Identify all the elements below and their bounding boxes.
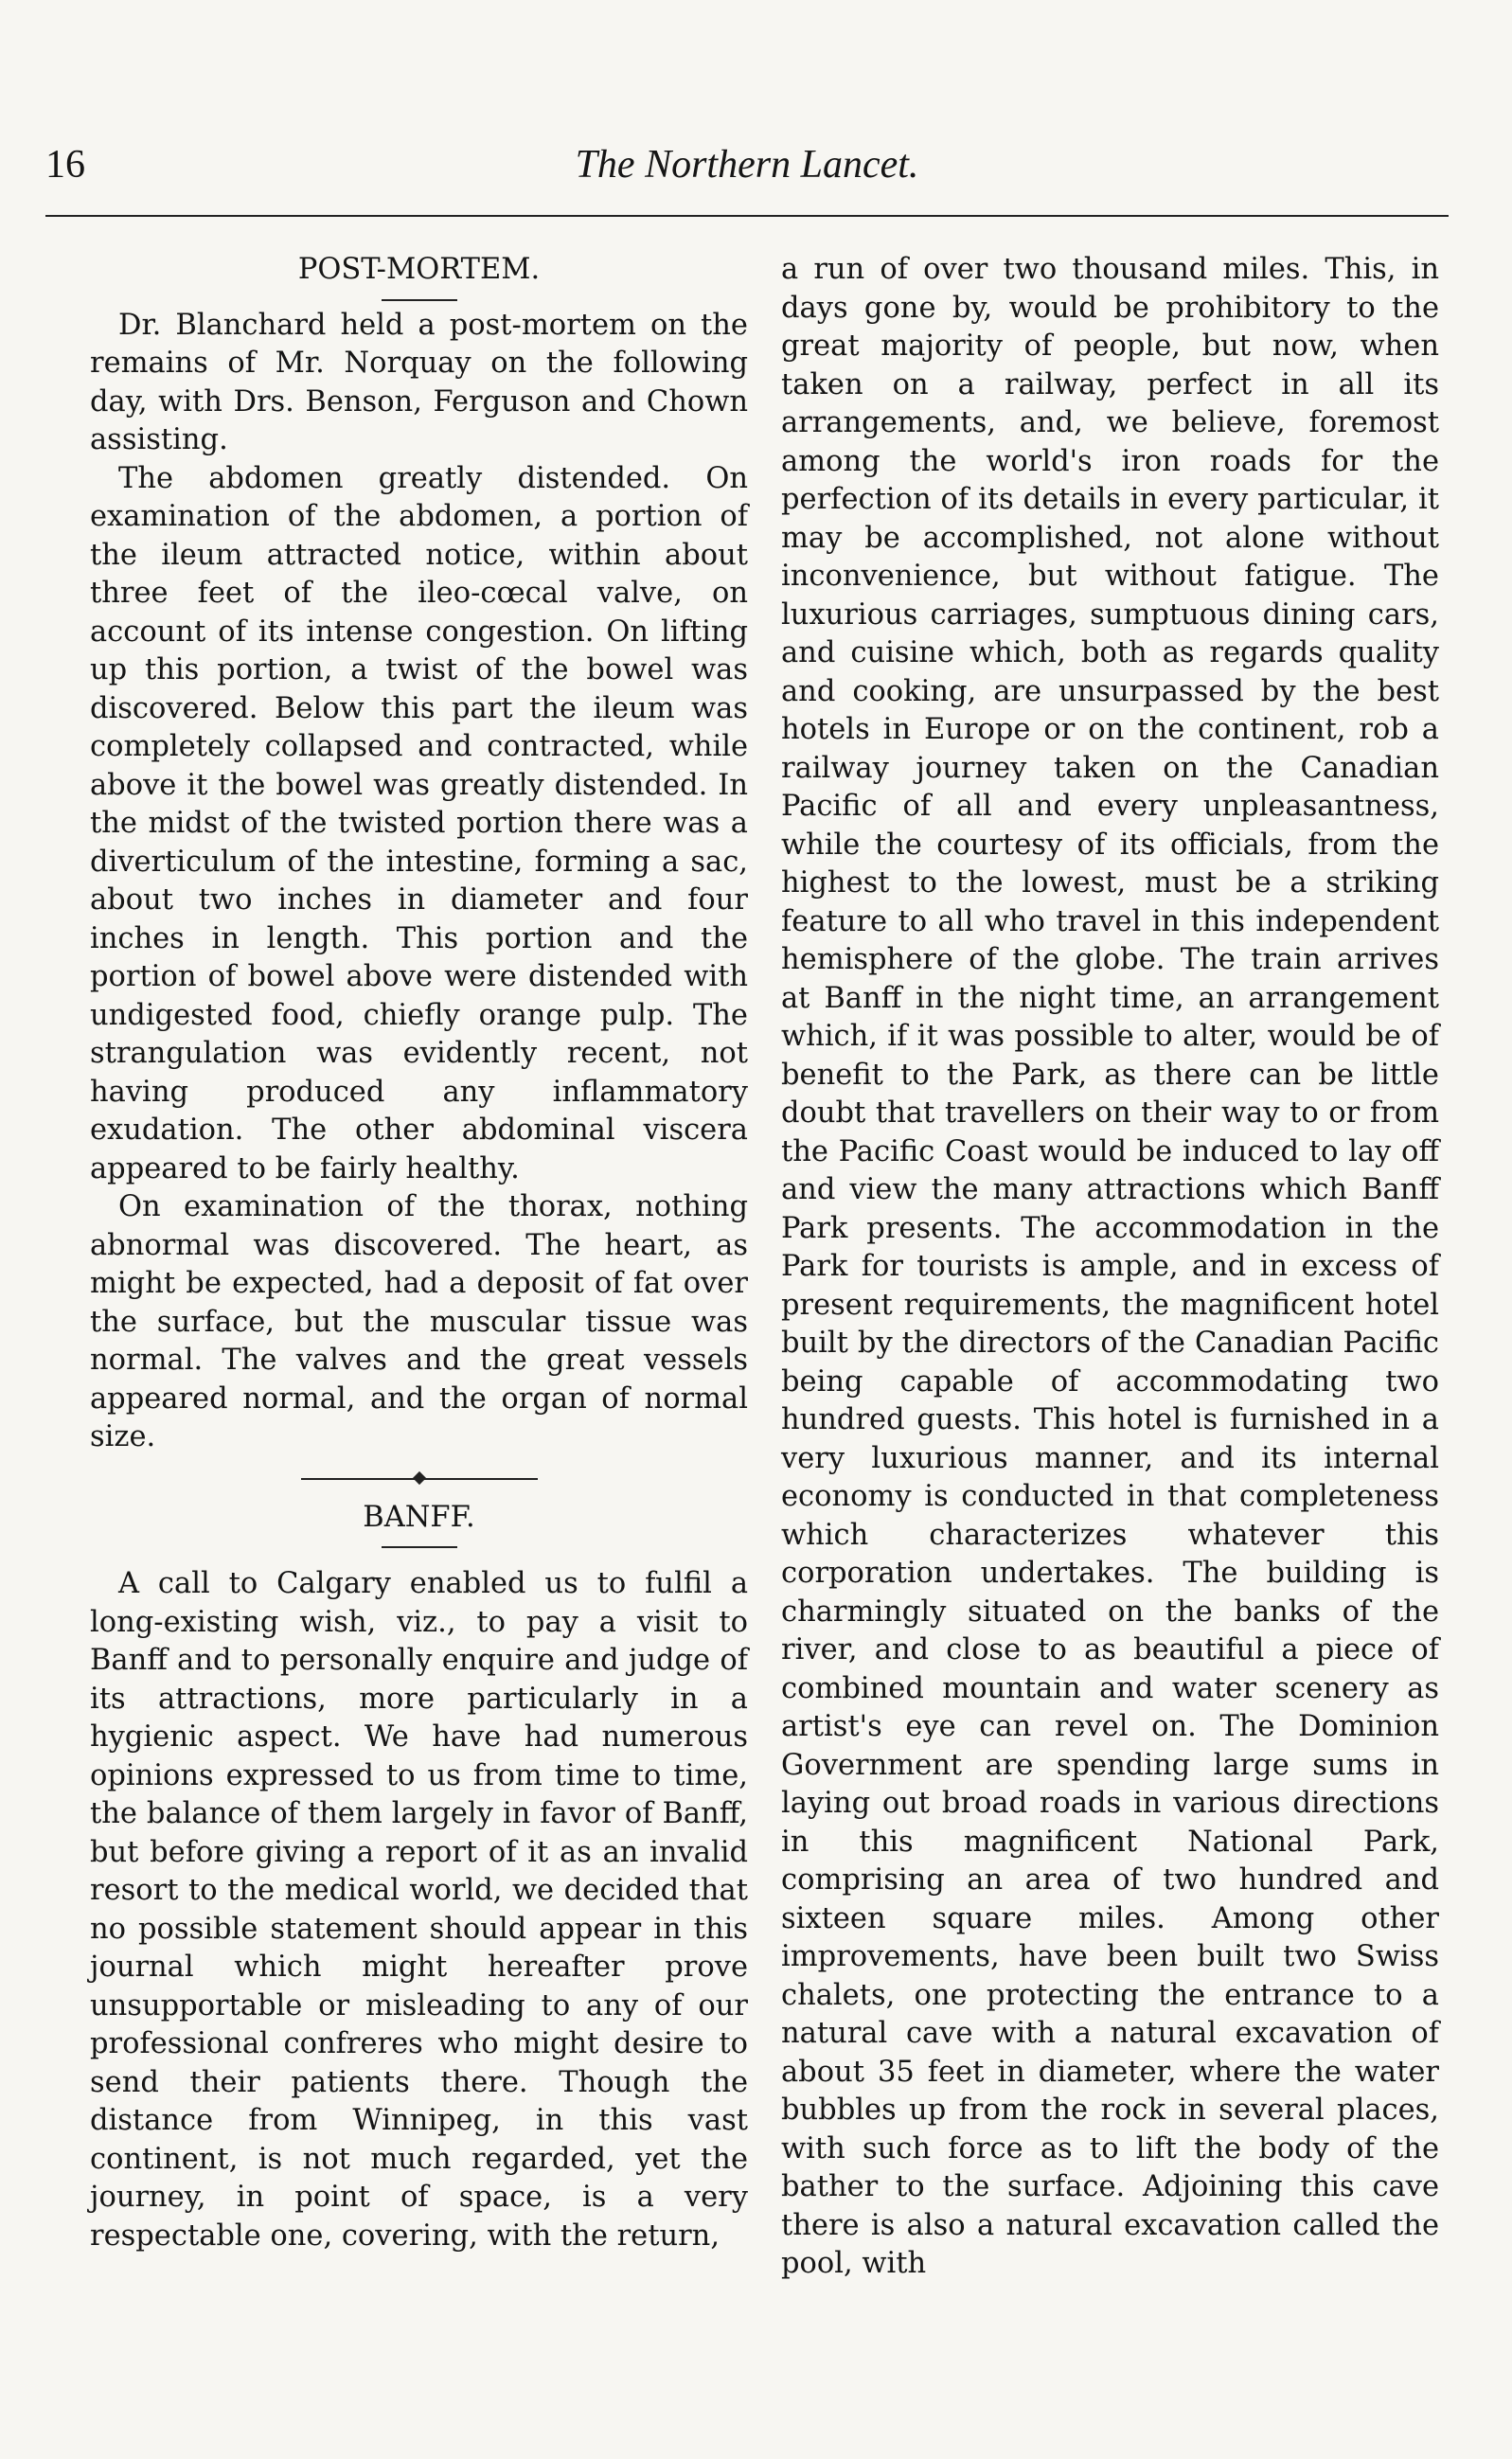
banff-heading: BANFF. xyxy=(363,1500,475,1534)
heading-dash xyxy=(382,299,457,301)
header-rule xyxy=(45,215,1449,217)
page-number: 16 xyxy=(45,143,85,187)
banff-paragraph: A call to Calgary enabled us to fulfil a long-existing wish, viz., to pay a visit to Banff and to personally enquire and judge of its attractions, more particularly in a hygienic aspect. We have had numerous opinions expressed to us from time to time, the balance of them largely in favor of Banff, but before giving a report of it as an invalid resort to the medical world, we decided that no possible statement should appear in this journal which might hereafter prove unsupportable or misleading to any of our professional confreres who might desire to send their patients there. Though the distance from Winnipeg, in this vast continent, is not much regarded, yet the journey, in point of space, is a very respectable one, covering, with the return, xyxy=(90,1567,748,2253)
post-mortem-paragraph: Dr. Blanchard held a post-mortem on the remains of Mr. Norquay on the following day, with Drs. Benson, Ferguson and Chown assisting. xyxy=(90,308,748,456)
running-title: The Northern Lancet. xyxy=(575,143,919,187)
section-divider xyxy=(301,1469,538,1489)
left-column xyxy=(90,251,748,2255)
heading-dash xyxy=(382,1546,457,1548)
right-column xyxy=(781,251,1439,2284)
post-mortem-paragraph: The abdomen greatly distended. On examination of the abdomen, a portion of the ileum attracted notice, within about three feet of the ileo-cœcal valve, on account of its intense congestion. On lifting up this portion, a twist of the bowel was discovered. Below this part the ileum was completely collapsed and contracted, while above it the bowel was greatly distended. In the midst of the twisted portion there was a diverticulum of the intestine, forming a sac, about two inches in diameter and four inches in length. This portion and the portion of bowel above were distended with undigested food, chiefly orange pulp. The strangulation was evidently recent, not having produced any inflammatory exudation. The other abdominal viscera appeared to be fairly healthy. xyxy=(90,461,748,1185)
banff-paragraph-continued: a run of over two thousand miles. This, in days gone by, would be prohibitory to the great majority of people, but now, when taken on a railway, perfect in all its arrangements, and, we believe, foremost among the world's iron roads for the perfection of its details in every particular, it may be accomplished, not alone without inconvenience, but without fatigue. The luxurious carriages, sumptuous dining cars, and cuisine which, both as regards quality and cooking, are unsurpassed by the best hotels in Europe or on the continent, rob a railway journey taken on the Canadian Pacific of all and every unpleasantness, while the courtesy of its officials, from the highest to the lowest, must be a striking feature to all who travel in this independent hemisphere of the globe. The train arrives at Banff in the night time, an arrangement which, if it was possible to alter, would be of benefit to the Park, as there can be little doubt that travellers on their way to or from the Pacific Coast would be induced to lay off and view the many attractions which Banff Park presents. The accommodation in the Park for tourists is ample, and in excess of present requirements, the magnificent hotel built by the directors of the Canadian Pacific being capable of accommodating two hundred guests. This hotel is furnished in a very luxurious manner, and its internal economy is conducted in that completeness which characterizes whatever this corporation undertakes. The building is charmingly situated on the banks of the river, and close to as beautiful a piece of combined mountain and water scenery as artist's eye can revel on. The Dominion Government are spending large sums in laying out broad roads in various directions in this magnificent National Park, comprising an area of two hundred and sixteen square miles. Among other improvements, have been built two Swiss chalets, one protecting the entrance to a natural cave with a natural excavation of about 35 feet in diameter, where the water bubbles up from the rock in several places, with such force as to lift the body of the bather to the surface. Adjoining this cave there is also a natural excavation called the pool, with xyxy=(781,253,1439,2280)
page-header xyxy=(45,142,1449,208)
post-mortem-paragraph: On examination of the thorax, nothing abnormal was discovered. The heart, as might be expected, had a deposit of fat over the surface, but the muscular tissue was normal. The valves and the great vessels appeared normal, and the organ of normal size. xyxy=(90,1190,748,1453)
post-mortem-heading: POST-MORTEM. xyxy=(297,253,541,286)
